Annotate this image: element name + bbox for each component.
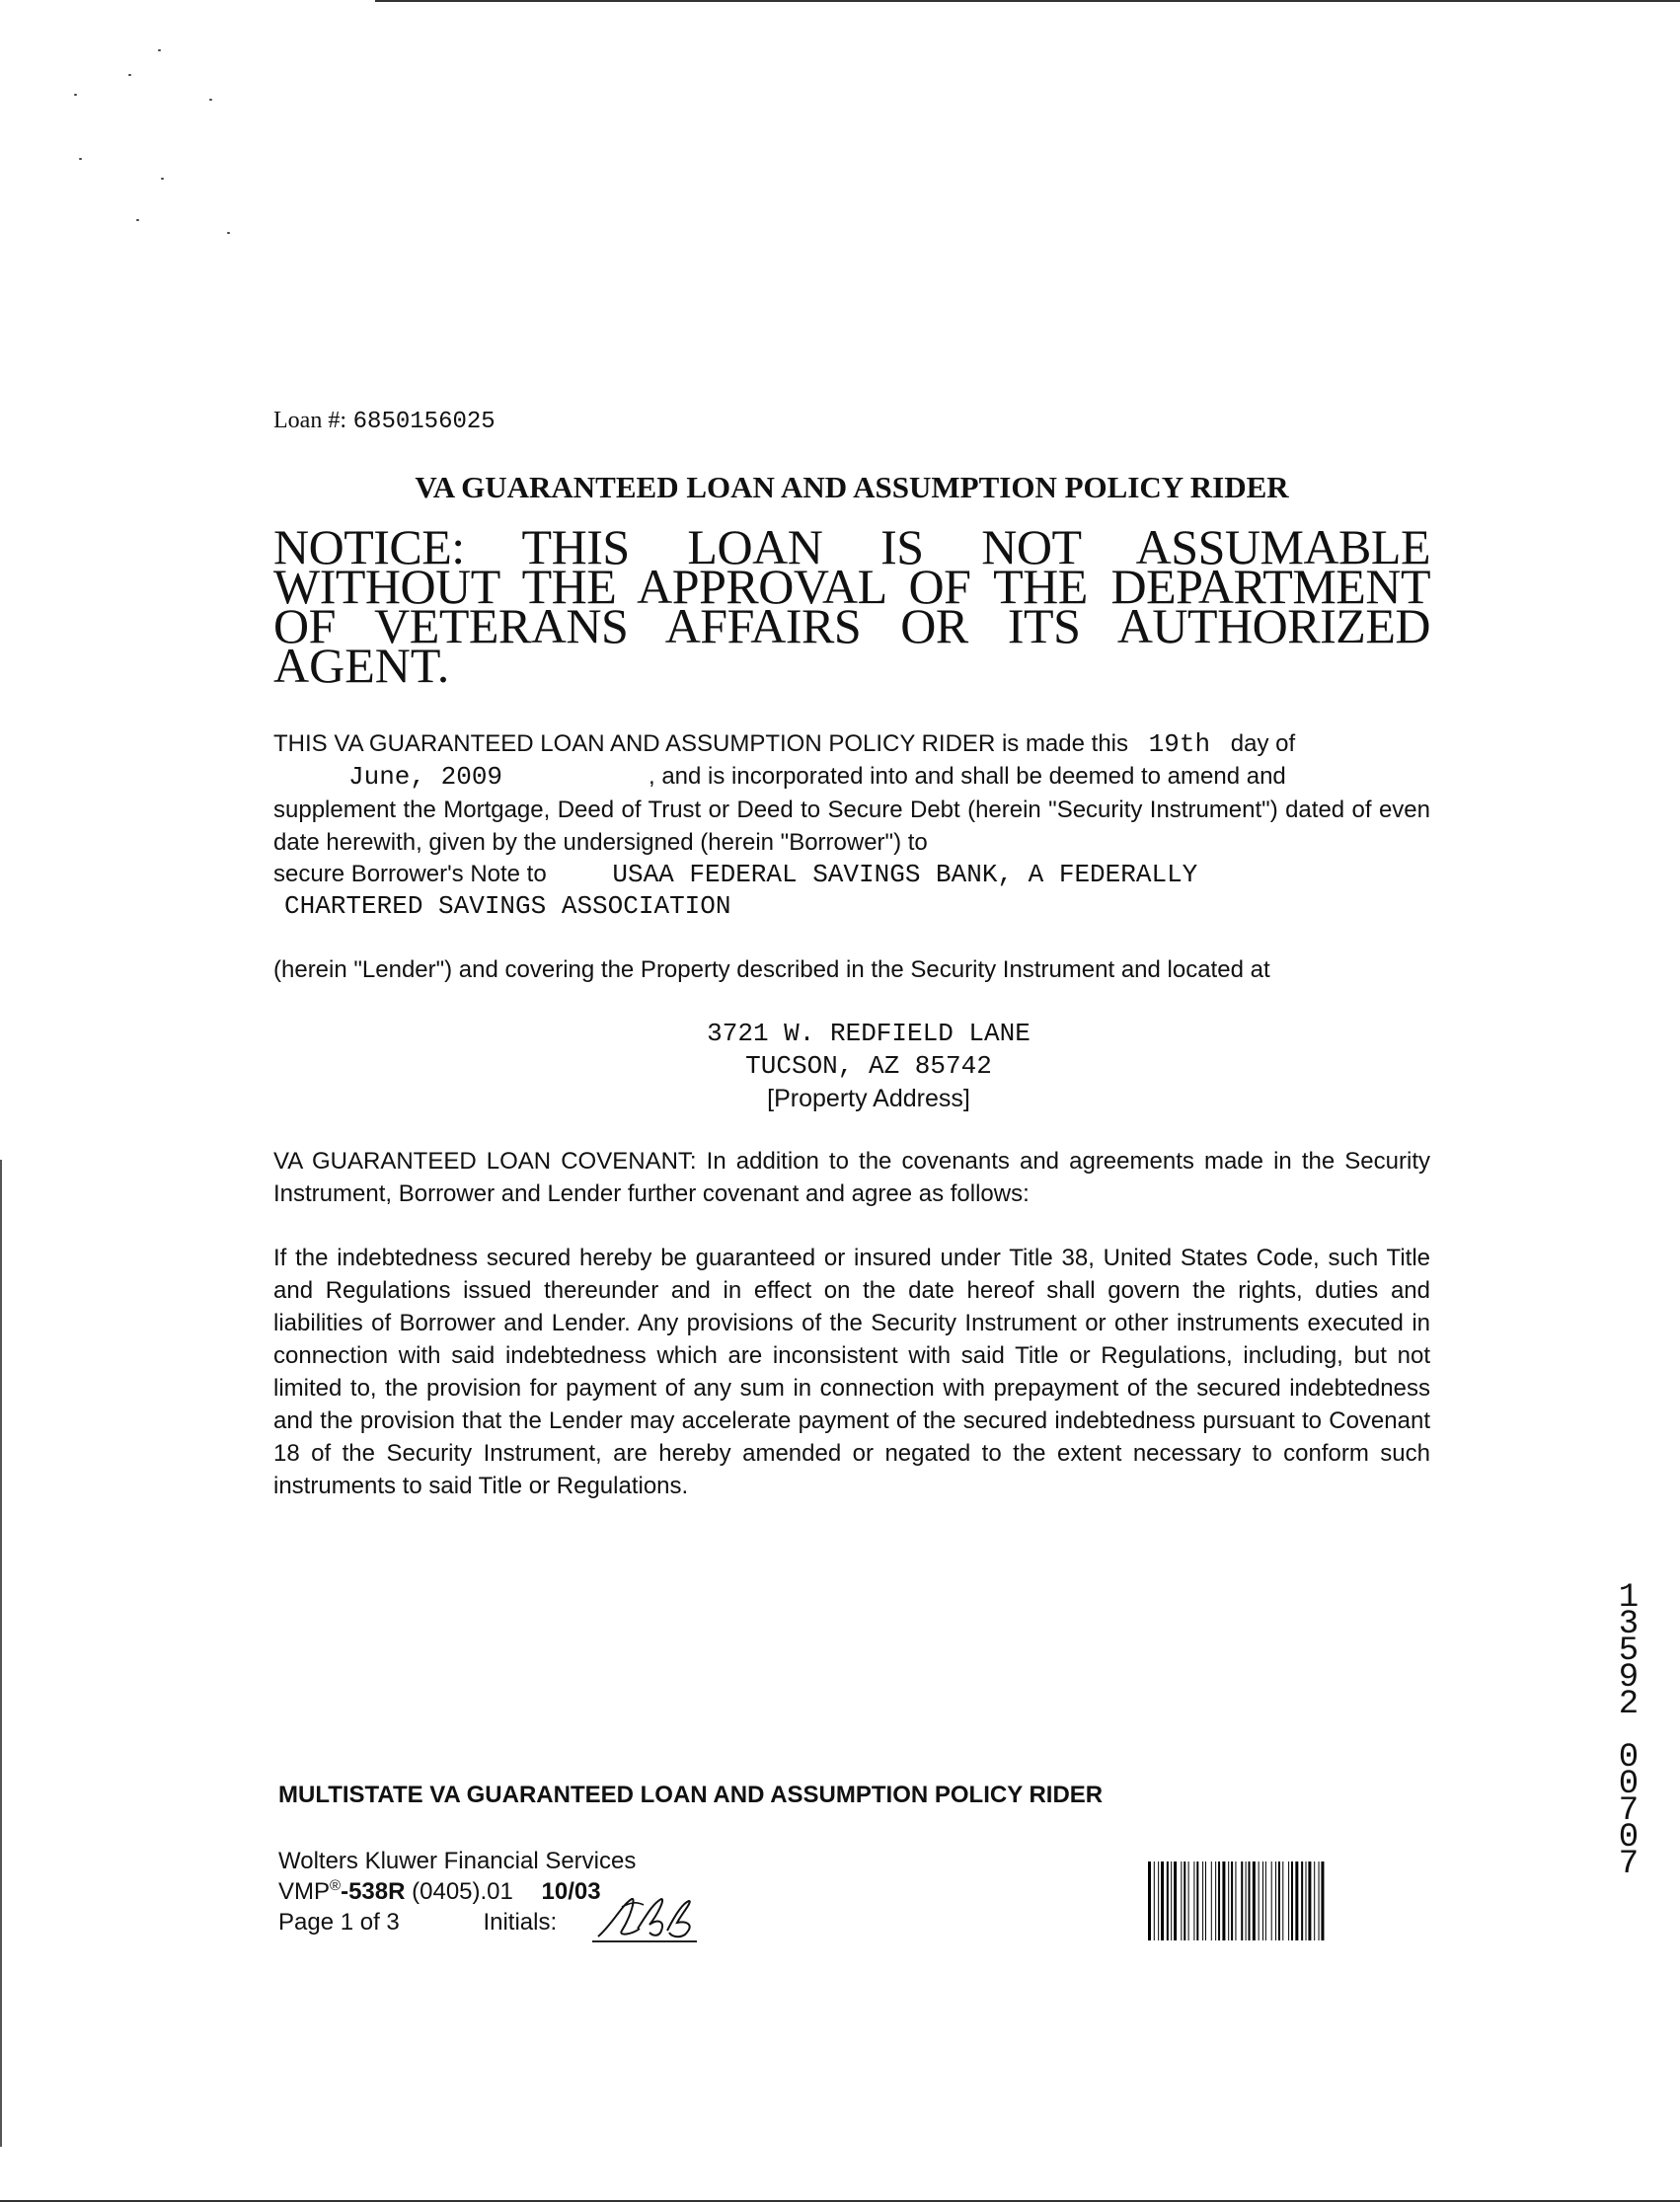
barcode-bar bbox=[1174, 1861, 1177, 1940]
barcode-bar bbox=[1288, 1861, 1289, 1940]
barcode-bar bbox=[1211, 1861, 1212, 1940]
property-address-label: [Property Address] bbox=[767, 1085, 970, 1112]
form-number bbox=[278, 1877, 601, 1906]
initials-underline bbox=[592, 1940, 697, 1942]
publisher: Wolters Kluwer Financial Services bbox=[278, 1848, 637, 1874]
side-digit: 2 bbox=[1618, 1686, 1640, 1723]
page-number: Page 1 of 3 bbox=[278, 1909, 400, 1936]
barcode-bar bbox=[1222, 1861, 1225, 1940]
scan-edge-top bbox=[375, 0, 1680, 2]
side-digit: 0 bbox=[1618, 1766, 1640, 1803]
barcode-bar bbox=[1275, 1861, 1276, 1940]
note-prefix: secure Borrower's Note to bbox=[273, 861, 547, 887]
side-digit: 0 bbox=[1618, 1819, 1640, 1857]
barcode-bar bbox=[1308, 1861, 1311, 1940]
notice-last-line: AGENT. bbox=[273, 638, 450, 693]
barcode-bar bbox=[1262, 1861, 1263, 1940]
barcode-bar bbox=[1235, 1861, 1236, 1940]
side-digit: 5 bbox=[1618, 1633, 1640, 1670]
form-suffix: (0405).01 bbox=[412, 1878, 513, 1905]
barcode-bar bbox=[1158, 1861, 1159, 1940]
form-prefix: VMP bbox=[278, 1878, 331, 1905]
barcode-bar bbox=[1193, 1861, 1194, 1940]
notice-line: NOTICE: THIS LOAN IS NOT ASSUMABLE bbox=[273, 519, 1430, 574]
barcode-bar bbox=[1167, 1861, 1169, 1940]
form-code: -538R bbox=[341, 1878, 406, 1905]
loan-label: Loan #: bbox=[273, 408, 346, 433]
loan-number: 6850156025 bbox=[352, 409, 496, 435]
scan-speck bbox=[128, 74, 131, 76]
barcode-bar bbox=[1282, 1861, 1283, 1940]
barcode-bar bbox=[1291, 1861, 1293, 1940]
barcode-bar bbox=[1184, 1861, 1185, 1940]
barcode-bar bbox=[1218, 1861, 1220, 1940]
barcode-bar bbox=[1301, 1861, 1303, 1940]
page-line bbox=[278, 1909, 557, 1937]
covenant-paragraph: VA GUARANTEED LOAN COVENANT: In addition to the covenants and agreements made in the Security Instrument, Borrower and Lender further covenant and agree as follows: bbox=[273, 1148, 1430, 1207]
lender-name-line-2 bbox=[284, 891, 1441, 921]
document-title: VA GUARANTEED LOAN AND ASSUMPTION POLICY RIDER bbox=[415, 470, 1289, 504]
intro-prefix: THIS VA GUARANTEED LOAN AND ASSUMPTION POLICY RIDER is made this bbox=[273, 730, 1128, 757]
date-field: June, 2009 bbox=[348, 762, 503, 792]
title38-paragraph: If the indebtedness secured hereby be guaranteed or insured under Title 38, United States Code, such Title and Regulations issued thereunder and in effect on the date hereof shall govern the rights, duties and liabilities of Borrower and Lender. Any provisions of the Security Instrument or other instruments executed in connection with said indebtedness which are inconsistent with said Title or Regulations, including, but not limited to, the provision for payment of any sum in connection with prepayment of the secured indebtedness and the provision that the Lender may accelerate payment of the secured indebtedness pursuant to Covenant 18 of the Security Instrument, are hereby amended or negated to the extent necessary to conform such instruments to said Title or Regulations. bbox=[273, 1245, 1430, 1499]
barcode-bar bbox=[1259, 1861, 1260, 1940]
barcode-bar bbox=[1314, 1861, 1315, 1940]
scan-speck bbox=[158, 49, 161, 51]
loan-number-line bbox=[273, 407, 496, 435]
notice-line: OF VETERANS AFFAIRS OR ITS AUTHORIZED bbox=[273, 598, 1430, 653]
barcode-bar bbox=[1278, 1861, 1280, 1940]
intro-suffix: day of bbox=[1230, 730, 1296, 757]
scan-speck bbox=[209, 99, 212, 101]
barcode-bar bbox=[1148, 1861, 1151, 1940]
barcode-bar bbox=[1228, 1861, 1229, 1940]
lender-name-2: CHARTERED SAVINGS ASSOCIATION bbox=[284, 891, 731, 921]
scan-speck bbox=[161, 178, 164, 180]
intro-body: supplement the Mortgage, Deed of Trust or Deed to Secure Debt (herein "Security Instrument") dated of even date herewith, given by the undersigned (herein "Borrower") to bbox=[273, 797, 1430, 856]
lender-name-1: USAA FEDERAL SAVINGS BANK, A FEDERALLY bbox=[612, 860, 1198, 889]
scan-speck bbox=[74, 94, 77, 96]
barcode-bar bbox=[1205, 1861, 1206, 1940]
barcode-bar bbox=[1202, 1861, 1203, 1940]
barcode-bar bbox=[1171, 1861, 1172, 1940]
form-date: 10/03 bbox=[541, 1878, 601, 1905]
scan-speck bbox=[136, 219, 139, 221]
property-city: TUCSON, AZ 85742 bbox=[745, 1051, 992, 1081]
side-digit: 7 bbox=[1618, 1846, 1640, 1883]
barcode-bar bbox=[1253, 1861, 1256, 1940]
lender-paragraph: (herein "Lender") and covering the Property described in the Security Instrument and located at bbox=[273, 956, 1270, 983]
barcode-bar bbox=[1319, 1861, 1320, 1940]
side-digit: 7 bbox=[1618, 1792, 1640, 1830]
side-digit: 3 bbox=[1618, 1606, 1640, 1643]
barcode-bar bbox=[1265, 1861, 1266, 1940]
registered-mark: ® bbox=[330, 1877, 342, 1894]
notice-block bbox=[273, 519, 1430, 653]
day-field: 19th bbox=[1148, 729, 1211, 759]
scan-speck bbox=[79, 158, 82, 160]
property-street: 3721 W. REDFIELD LANE bbox=[707, 1019, 1031, 1048]
barcode-bar bbox=[1321, 1861, 1324, 1940]
initials-signature bbox=[592, 1885, 701, 1944]
scan-edge-bottom bbox=[0, 2200, 1680, 2202]
barcode-bar bbox=[1181, 1861, 1182, 1940]
intro-line-2 bbox=[273, 762, 1430, 792]
intro-line-1 bbox=[273, 729, 1430, 759]
barcode-bar bbox=[1188, 1861, 1189, 1940]
barcode-bar bbox=[1249, 1861, 1251, 1940]
barcode-bar bbox=[1215, 1861, 1216, 1940]
notice-line: WITHOUT THE APPROVAL OF THE DEPARTMENT bbox=[273, 559, 1430, 614]
barcode-bar bbox=[1231, 1861, 1233, 1940]
side-digit: 1 bbox=[1618, 1579, 1640, 1617]
initials-label: Initials: bbox=[483, 1909, 558, 1936]
side-digit: 9 bbox=[1618, 1659, 1640, 1697]
barcode-bar bbox=[1154, 1861, 1155, 1940]
property-address-block bbox=[651, 1018, 1086, 1115]
barcode-bar bbox=[1161, 1861, 1164, 1940]
barcode-bar bbox=[1246, 1861, 1247, 1940]
barcode-bar bbox=[1295, 1861, 1298, 1940]
scan-speck bbox=[227, 232, 230, 234]
barcode-bar bbox=[1306, 1861, 1307, 1940]
scan-edge-left bbox=[0, 1160, 2, 2147]
barcode-bar bbox=[1271, 1861, 1272, 1940]
barcode-bar bbox=[1196, 1861, 1198, 1940]
barcode bbox=[1148, 1861, 1430, 1940]
side-digit: 0 bbox=[1618, 1739, 1640, 1777]
footer-title: MULTISTATE VA GUARANTEED LOAN AND ASSUMPTION POLICY RIDER bbox=[278, 1782, 1104, 1808]
intro-note-line bbox=[273, 860, 1430, 889]
intro-line2-suffix: , and is incorporated into and shall be deemed to amend and bbox=[649, 763, 1286, 790]
barcode-bar bbox=[1241, 1861, 1243, 1940]
side-stamp-number bbox=[1615, 1579, 1642, 1883]
